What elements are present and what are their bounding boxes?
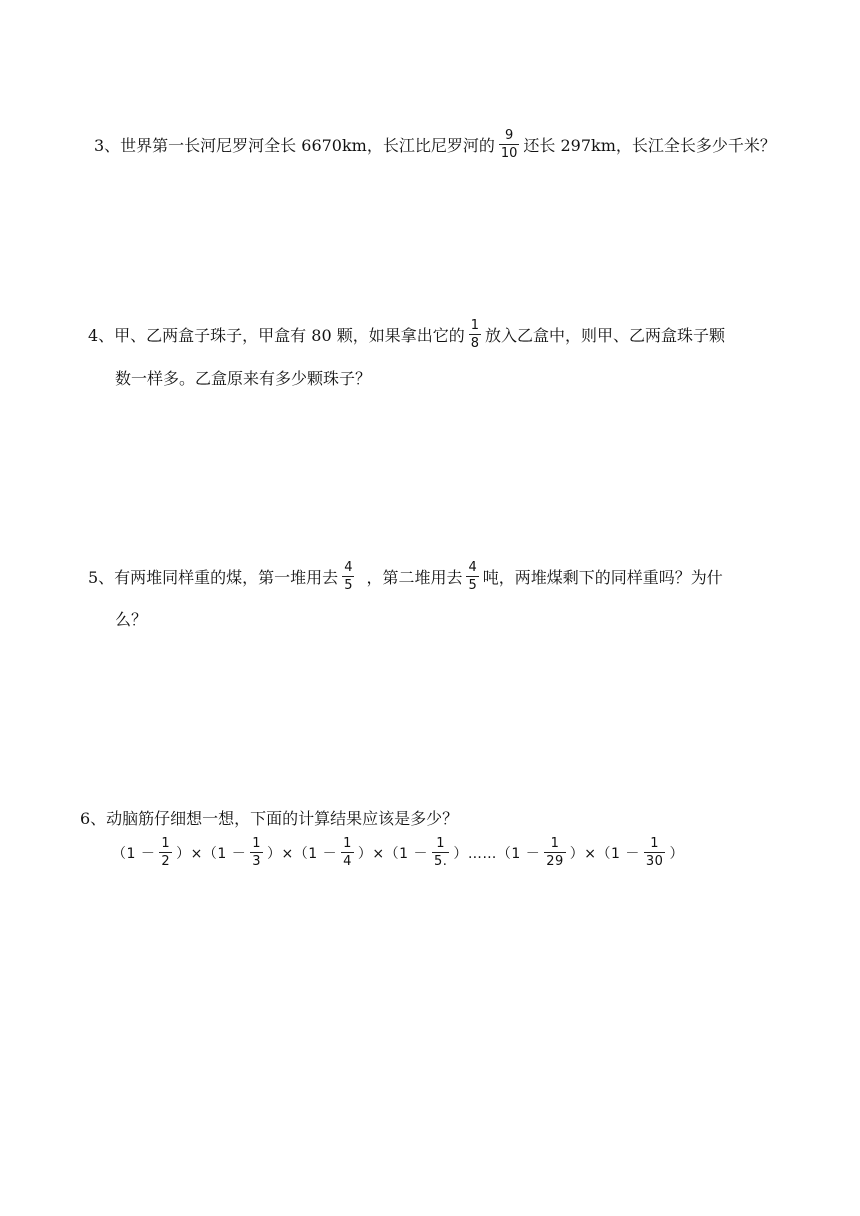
- question-3-text-b: 还长 297km，长江全长多少千米？: [523, 136, 776, 155]
- question-5: [88, 560, 723, 593]
- question-4-text-b: 放入乙盒中，则甲、乙两盒珠子颗: [485, 326, 726, 345]
- fraction-1-4: $\frac{1}{4}$: [343, 836, 352, 869]
- fraction-1-8: $\frac{1}{8}$: [470, 318, 479, 351]
- fraction-1-5: $\frac{1}{5.}$: [433, 836, 448, 869]
- fraction-1-3: $\frac{1}{3}$: [252, 836, 262, 869]
- question-5-text-c: 吨，两堆煤剩下的同样重吗？为什: [482, 568, 723, 587]
- question-4-text-a: 4、甲、乙两盒子珠子，甲盒有 80 颗，如果拿出它的: [88, 326, 465, 345]
- question-4-line-2: 数一样多。乙盒原来有多少颗珠子？: [115, 369, 372, 388]
- fraction-9-10: $\frac{9}{10}$: [500, 128, 518, 161]
- question-6-title: 6、动脑筋仔细想一想，下面的计算结果应该是多少？: [80, 809, 459, 828]
- question-3-text-a: 3、世界第一长河尼罗河全长 6670km，长江比尼罗河的: [94, 136, 495, 155]
- question-5-text-b: ，第二堆用去: [366, 568, 463, 587]
- fraction-4-5-first: $\frac{4}{5}$: [344, 560, 353, 593]
- fraction-1-30: $\frac{1}{30}$: [645, 836, 664, 869]
- question-3: [94, 128, 776, 161]
- question-5-line-2: 么？: [115, 610, 148, 629]
- fraction-4-5-second: $\frac{4}{5}$: [468, 560, 477, 593]
- question-5-text-a: 5、有两堆同样重的煤，第一堆用去: [88, 568, 339, 587]
- fraction-1-2: $\frac{1}{2}$: [161, 836, 171, 869]
- fraction-1-29: $\frac{1}{29}$: [546, 836, 564, 869]
- question-4: [88, 318, 725, 351]
- product-expression: （1 － $\frac{1}{2}$ ）×（1 － $\frac{1}{3}$ ）×（1 － $\frac{1}{4}$ ）×（1 － $\frac{1}{5.}$ ）……（1 － $\frac{1}{29}$ ）×（1 － $\frac{1}{30}$ ）: [112, 836, 684, 869]
